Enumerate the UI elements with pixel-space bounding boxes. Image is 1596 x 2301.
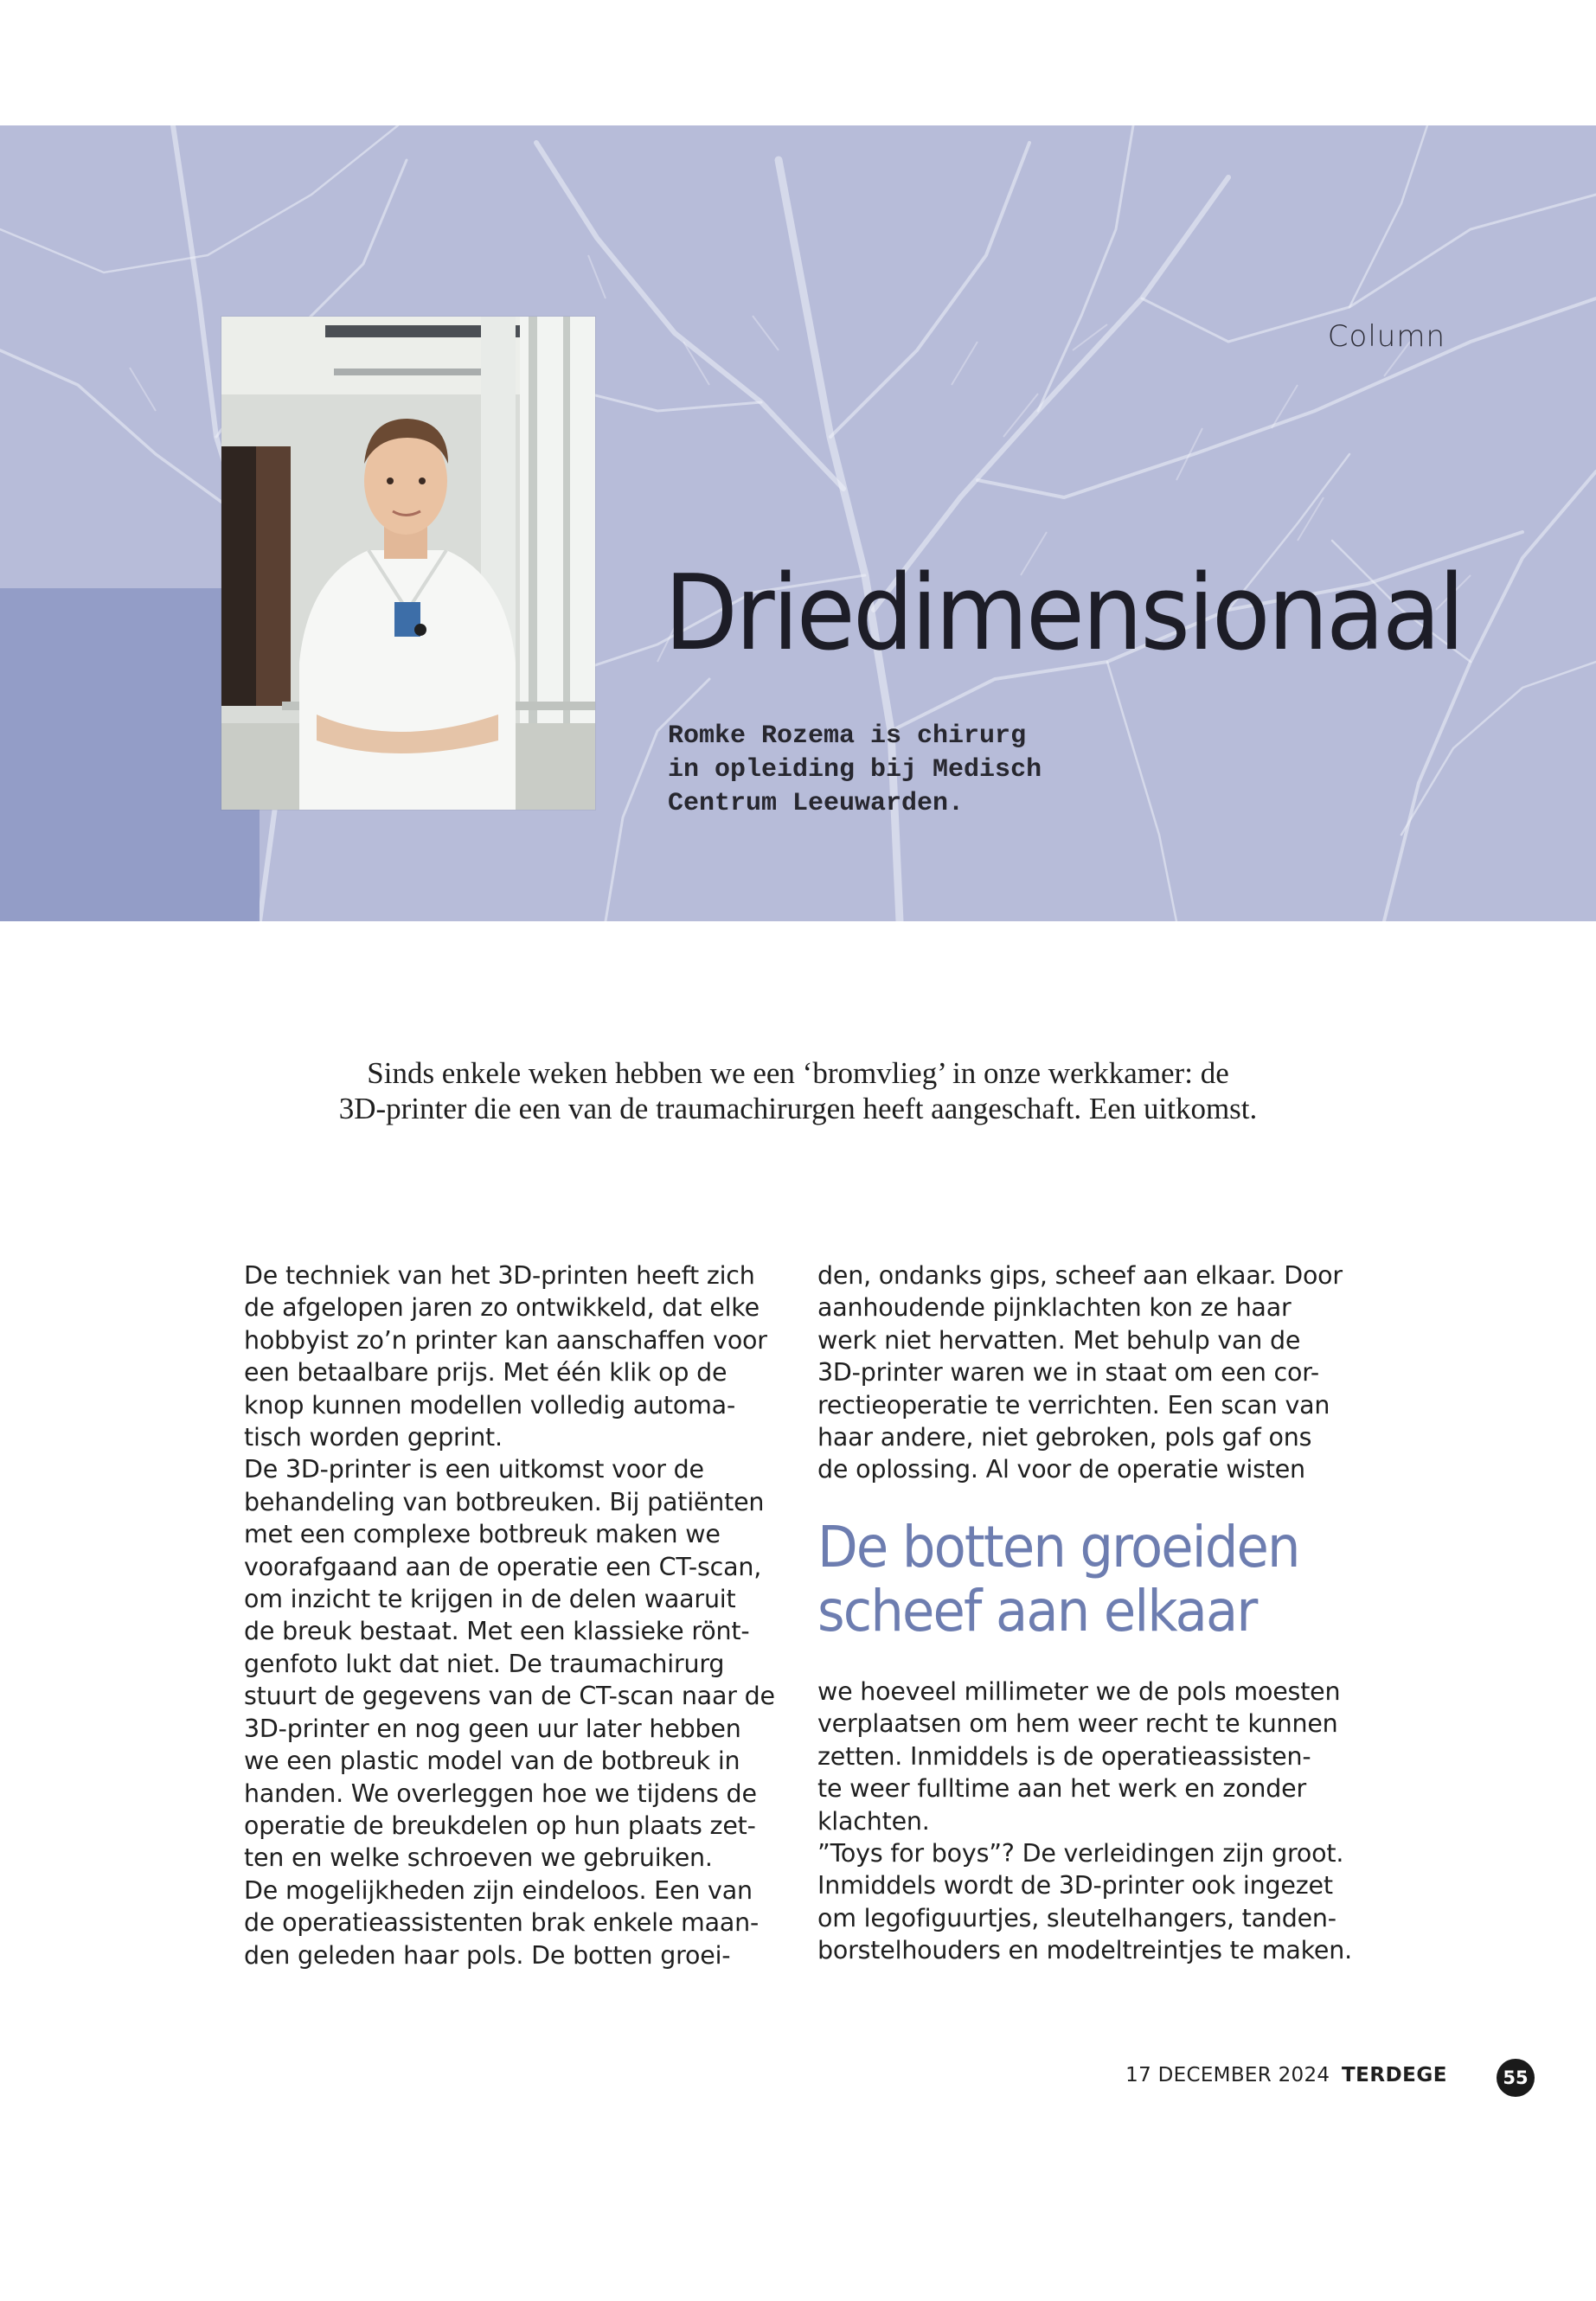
- body-line: De mogelijkheden zijn eindeloos. Een van: [244, 1875, 753, 1905]
- body-line: werk niet hervatten. Met behulp van de: [817, 1325, 1301, 1355]
- body-column-right-top: [817, 1259, 1371, 1486]
- body-line: borstelhouders en modeltreintjes te maken.: [817, 1936, 1352, 1965]
- body-line: haar andere, niet gebroken, pols gaf ons: [817, 1423, 1312, 1452]
- body-line: den geleden haar pols. De botten groei-: [244, 1940, 731, 1970]
- body-line: De techniek van het 3D-printen heeft zich: [244, 1261, 755, 1290]
- issue-date: 17 DECEMBER 2024: [1125, 2064, 1330, 2086]
- body-line: tisch worden geprint.: [244, 1423, 503, 1452]
- body-line: een betaalbare prijs. Met één klik op de: [244, 1358, 727, 1388]
- body-line: voorafgaand aan de operatie een CT-scan,: [244, 1552, 762, 1581]
- body-line: de operatieassistenten brak enkele maan-: [244, 1908, 760, 1938]
- body-line: ten en welke schroeven we gebruiken.: [244, 1843, 713, 1873]
- body-line: de oplossing. Al voor de operatie wisten: [817, 1455, 1305, 1484]
- author-portrait-photo: [221, 317, 595, 810]
- body-line: zetten. Inmiddels is de operatieassisten-: [817, 1741, 1311, 1771]
- intro-line: Sinds enkele weken hebben we een ‘bromvlieg’ in onze werkkamer: de: [367, 1056, 1229, 1090]
- body-line: ”Toys for boys”? De verleidingen zijn groot.: [817, 1839, 1344, 1868]
- body-line: met een complexe botbreuk maken we: [244, 1520, 721, 1549]
- body-line: rectieoperatie te verrichten. Een scan van: [817, 1390, 1330, 1420]
- subheading-line: scheef aan elkaar: [817, 1578, 1257, 1644]
- accent-color-block: [0, 588, 260, 921]
- body-line: om legofiguurtjes, sleutelhangers, tanden-: [817, 1903, 1336, 1932]
- body-line: de afgelopen jaren zo ontwikkeld, dat elke: [244, 1293, 760, 1323]
- body-line: Inmiddels wordt de 3D-printer ook ingezet: [817, 1871, 1333, 1900]
- section-label: Column: [1327, 319, 1445, 354]
- body-line: De 3D-printer is een uitkomst voor de: [244, 1455, 704, 1484]
- intro-paragraph: [130, 1055, 1466, 1126]
- intro-line: 3D-printer die een van de traumachirurgen heeft aangeschaft. Een uitkomst.: [338, 1092, 1258, 1125]
- body-line: 3D-printer en nog geen uur later hebben: [244, 1714, 741, 1743]
- page-number-badge: 55: [1497, 2059, 1535, 2097]
- body-line: stuurt de gegevens van de CT-scan naar de: [244, 1682, 775, 1711]
- body-line: verplaatsen om hem weer recht te kunnen: [817, 1709, 1338, 1739]
- author-byline: Romke Rozema is chirurg in opleiding bij Medisch Centrum Leeuwarden.: [668, 721, 1042, 818]
- page-footer: [1125, 2064, 1447, 2086]
- body-line: genfoto lukt dat niet. De traumachirurg: [244, 1649, 725, 1678]
- body-line: we een plastic model van de botbreuk in: [244, 1747, 740, 1776]
- surgeon-portrait-illustration: [221, 317, 595, 810]
- body-line: 3D-printer waren we in staat om een cor-: [817, 1358, 1320, 1388]
- article-title: Driedimensionaal: [664, 554, 1463, 674]
- body-column-right-bottom: [817, 1676, 1371, 1967]
- body-line: operatie de breukdelen op hun plaats zet-: [244, 1811, 756, 1840]
- body-column-left: [244, 1259, 798, 1971]
- body-line: den, ondanks gips, scheef aan elkaar. Door: [817, 1261, 1343, 1290]
- body-line: om inzicht te krijgen in de delen waaruit: [244, 1585, 736, 1614]
- body-line: we hoeveel millimeter we de pols moesten: [817, 1677, 1341, 1706]
- body-line: knop kunnen modellen volledig automa-: [244, 1390, 736, 1420]
- body-line: handen. We overleggen hoe we tijdens de: [244, 1779, 757, 1808]
- body-line: klachten.: [817, 1806, 930, 1836]
- body-line: hobbyist zo’n printer kan aanschaffen voor: [244, 1325, 767, 1355]
- body-line: aanhoudende pijnklachten kon ze haar: [817, 1293, 1292, 1323]
- body-line: behandeling van botbreuken. Bij patiënten: [244, 1487, 765, 1516]
- body-line: de breuk bestaat. Met een klassieke rönt-: [244, 1617, 750, 1646]
- pull-quote-subheading: [817, 1516, 1375, 1644]
- magazine-brand: TERDEGE: [1341, 2064, 1447, 2086]
- body-line: te weer fulltime aan het werk en zonder: [817, 1774, 1306, 1804]
- subheading-line: De botten groeiden: [817, 1514, 1299, 1580]
